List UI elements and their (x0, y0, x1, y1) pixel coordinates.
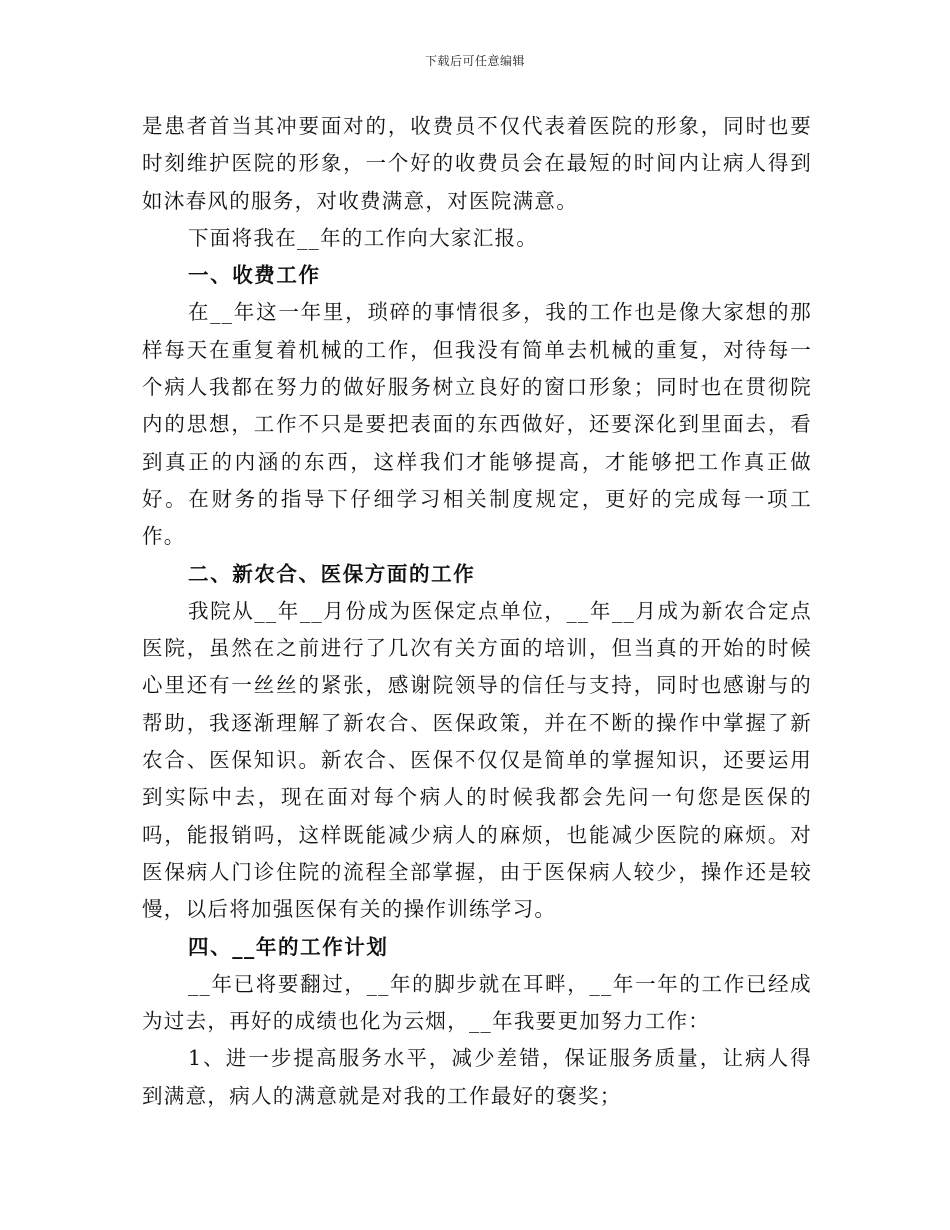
section-heading-insurance: 二、新农合、医保方面的工作 (188, 561, 476, 586)
section-heading-work-plan: 四、__年的工作计划 (188, 934, 389, 959)
document-body (142, 108, 812, 1115)
paragraph-insurance-work: 我院从__年__月份成为医保定点单位，__年__月成为新农合定点医院，虽然在之前进行了几次有关方面的培训，但当真的开始的时候心里还有一丝丝的紧张，感谢院领导的信任与支持，同时也感谢与的帮助，我逐渐理解了新农合、医保政策，并在不断的操作中掌握了新农合、医保知识。新农合、医保不仅仅是简单的掌握知识，还要运用到实际中去，现在面对每个病人的时候我都会先问一句您是医保的吗，能报销吗，这样既能减少病人的麻烦，也能减少医院的麻烦。对医保病人门诊住院的流程全部掌握，由于医保病人较少，操作还是较慢，以后将加强医保有关的操作训练学习。 (142, 598, 812, 922)
paragraph-work-plan-intro: __年已将要翻过，__年的脚步就在耳畔，__年一年的工作已经成为过去，再好的成绩也化为云烟，__年我要更加努力工作： (142, 971, 812, 1034)
page-header: 下载后可任意编辑 (424, 54, 525, 68)
paragraph-billing-work: 在__年这一年里，琐碎的事情很多，我的工作也是像大家想的那样每天在重复着机械的工作，但我没有简单去机械的重复，对待每一个病人我都在努力的做好服务树立良好的窗口形象；同时也在贯彻院内的思想，工作不只是要把表面的东西做好，还要深化到里面去，看到真正的内涵的东西，这样我们才能够提高，才能够把工作真正做好。在财务的指导下仔细学习相关制度规定，更好的完成每一项工作。 (142, 300, 812, 549)
paragraph-report-intro: 下面将我在__年的工作向大家汇报。 (188, 225, 539, 250)
paragraph-plan-item-1: 1、进一步提高服务水平，减少差错，保证服务质量，让病人得到满意，病人的满意就是对我的工作最好的褒奖； (142, 1046, 812, 1108)
section-heading-billing: 一、收费工作 (188, 263, 321, 288)
paragraph-intro-continuation: 是患者首当其冲要面对的，收费员不仅代表着医院的形象，同时也要时刻维护医院的形象，一个好的收费员会在最短的时间内让病人得到如沐春风的服务，对收费满意，对医院满意。 (142, 114, 812, 213)
